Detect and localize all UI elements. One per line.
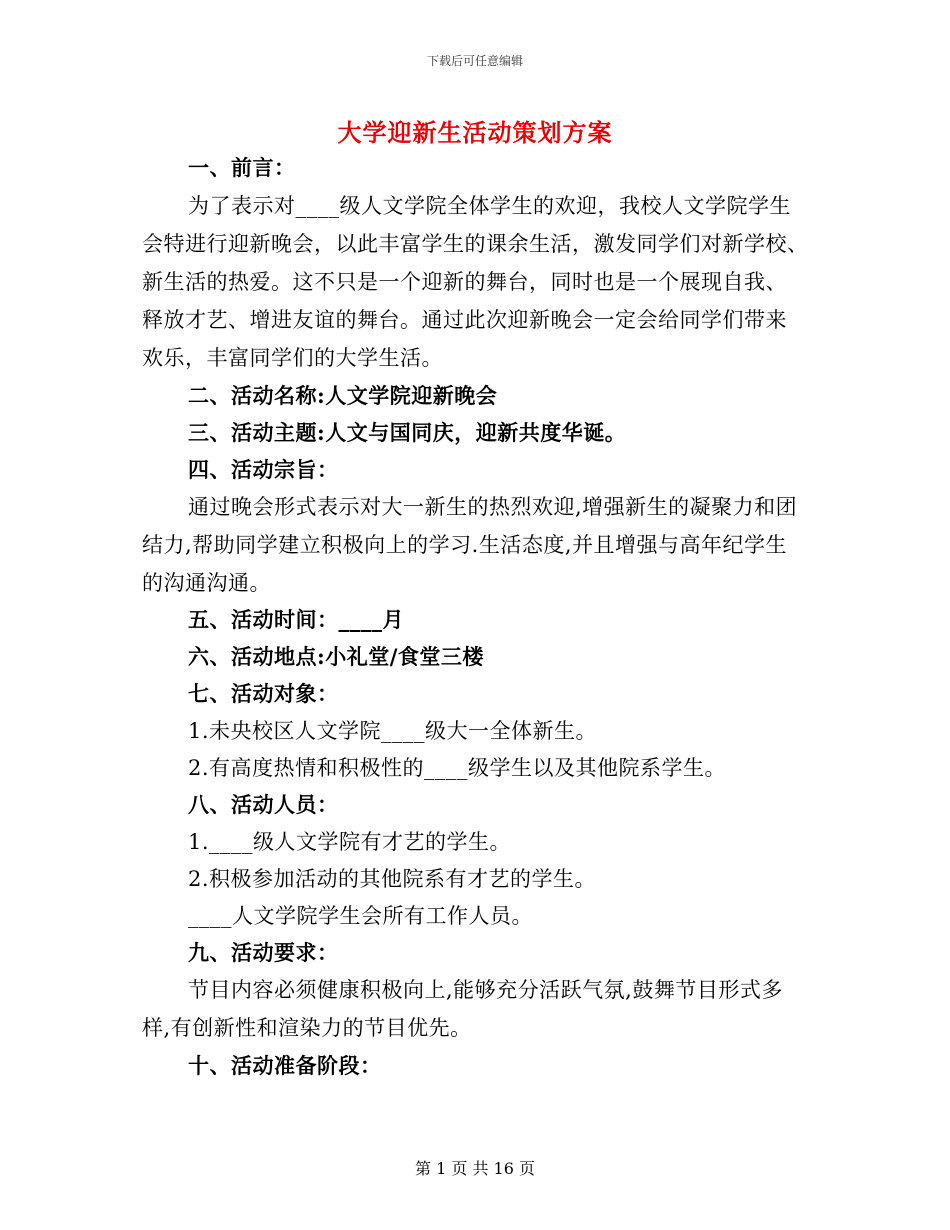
list-item: 1.____级人文学院有才艺的学生。 bbox=[188, 830, 512, 854]
paragraph-line: 样,有创新性和渲染力的节目优先。 bbox=[142, 1016, 472, 1040]
section-heading: 一、前言： bbox=[188, 155, 296, 180]
list-item: ____人文学院学生会所有工作人员。 bbox=[188, 904, 533, 928]
paragraph-line: 欢乐，丰富同学们的大学生活。 bbox=[142, 346, 443, 370]
paragraph-line: 的沟通沟通。 bbox=[142, 571, 271, 595]
section-heading: 二、活动名称:人文学院迎新晚会 bbox=[188, 383, 498, 408]
section-heading: 七、活动对象： bbox=[188, 681, 339, 706]
list-item: 2.有高度热情和积极性的____级学生以及其他院系学生。 bbox=[188, 756, 727, 780]
section-heading: 十、活动准备阶段： bbox=[188, 1053, 382, 1078]
paragraph-line: 节目内容必须健康积极向上,能够充分活跃气氛,鼓舞节目形式多 bbox=[188, 978, 783, 1002]
section-heading: 五、活动时间：____月 bbox=[188, 607, 404, 632]
paragraph-line: 为了表示对____级人文学院全体学生的欢迎，我校人文学院学生 bbox=[188, 194, 791, 218]
document-title: 大学迎新生活动策划方案 bbox=[337, 118, 613, 147]
section-heading: 九、活动要求： bbox=[188, 940, 339, 965]
paragraph-line: 结力,帮助同学建立积极向上的学习.生活态度,并且增强与高年纪学生 bbox=[142, 533, 788, 557]
paragraph-line: 会特进行迎新晚会，以此丰富学生的课余生活，激发同学们对新学校、 bbox=[142, 232, 809, 256]
section-heading: 八、活动人员： bbox=[188, 792, 339, 817]
paragraph-line: 新生活的热爱。这不只是一个迎新的舞台，同时也是一个展现自我、 bbox=[142, 270, 787, 294]
section-heading: 六、活动地点:小礼堂/食堂三楼 bbox=[188, 644, 484, 669]
list-item: 1.未央校区人文学院____级大一全体新生。 bbox=[188, 719, 598, 743]
list-item: 2.积极参加活动的其他院系有才艺的学生。 bbox=[188, 867, 597, 891]
header-note: 下载后可任意编辑 bbox=[426, 54, 523, 68]
paragraph-line: 通过晚会形式表示对大一新生的热烈欢迎,增强新生的凝聚力和团 bbox=[188, 495, 798, 519]
section-heading: 四、活动宗旨： bbox=[188, 457, 339, 482]
page-footer: 第 1 页 共 16 页 bbox=[415, 1159, 535, 1178]
section-heading: 三、活动主题:人文与国同庆，迎新共度华诞。 bbox=[188, 420, 627, 445]
paragraph-line: 释放才艺、增进友谊的舞台。通过此次迎新晚会一定会给同学们带来 bbox=[142, 308, 787, 332]
